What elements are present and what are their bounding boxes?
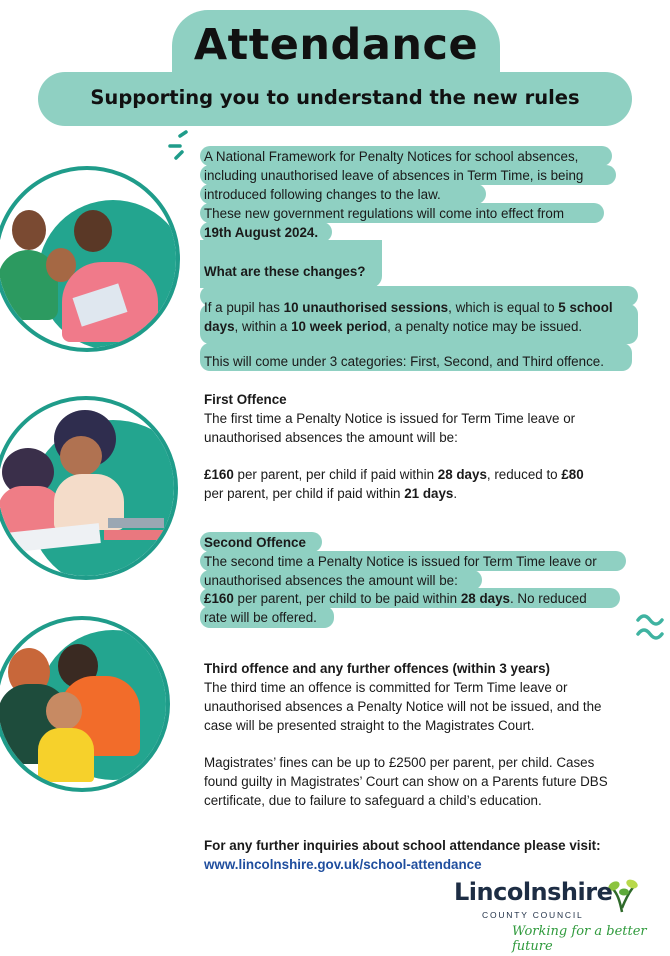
third-offence-line: case will be presented straight to the Magistrates Court. (204, 718, 535, 733)
second-offence-line: unauthorised absences the amount will be: (204, 573, 458, 588)
second-offence-heading: Second Offence (204, 535, 306, 550)
logo-wordmark: Lincolnshire (454, 878, 613, 906)
second-offence-amount: £160 per parent, per child to be paid within 28 days. No reduced (204, 591, 587, 606)
children-studying-illustration (0, 396, 178, 580)
fines-line: certificate, due to failure to safeguard a child’s education. (204, 793, 542, 808)
categories-line: This will come under 3 categories: First, Second, and Third offence. (204, 354, 604, 369)
intro-line: including unauthorised leave of absences in Term Time, is being (204, 168, 584, 183)
intro-line: These new government regulations will come into effect from (204, 206, 564, 221)
page-subtitle: Supporting you to understand the new rules (90, 86, 580, 109)
rule-line: days, within a 10 week period, a penalty notice may be issued. (204, 319, 583, 334)
changes-heading: What are these changes? (204, 264, 366, 279)
second-offence-line: The second time a Penalty Notice is issued for Term Time leave or (204, 554, 597, 569)
family-reading-illustration (0, 166, 180, 352)
intro-line: A National Framework for Penalty Notices for school absences, (204, 149, 579, 164)
fines-line: found guilty in Magistrates’ Court can show on a Parents future DBS (204, 774, 608, 789)
third-offence-line: unauthorised absences a Penalty Notice will not be issued, and the (204, 699, 602, 714)
fines-line: Magistrates’ fines can be up to £2500 per parent, per child. Cases (204, 755, 595, 770)
first-offence-amount: per parent, per child if paid within 21 days. (204, 486, 458, 501)
inquiry-text: For any further inquiries about school attendance please visit: (204, 838, 601, 853)
lincolnshire-logo-emblem-icon (608, 878, 638, 914)
family-hug-illustration (0, 616, 170, 792)
effective-date: 19th August 2024. (204, 225, 319, 240)
first-offence-amount: £160 per parent, per child if paid within 28 days, reduced to £80 (204, 467, 584, 482)
first-offence-heading: First Offence (204, 392, 287, 407)
third-offence-line: The third time an offence is committed for Term Time leave or (204, 680, 568, 695)
second-offence-line: rate will be offered. (204, 610, 317, 625)
third-offence-heading: Third offence and any further offences (within 3 years) (204, 661, 550, 676)
rule-line: If a pupil has 10 unauthorised sessions, which is equal to 5 school (204, 300, 613, 315)
wave-decoration-icon (636, 606, 668, 646)
intro-line: introduced following changes to the law. (204, 187, 441, 202)
logo-council-text: COUNTY COUNCIL (482, 910, 584, 920)
page-title: Attendance (193, 20, 479, 70)
first-offence-line: unauthorised absences the amount will be: (204, 430, 458, 445)
logo-tagline: Working for a better future (512, 924, 647, 954)
school-attendance-link[interactable]: www.lincolnshire.gov.uk/school-attendance (204, 857, 482, 872)
first-offence-line: The first time a Penalty Notice is issued for Term Time leave or (204, 411, 576, 426)
sparkle-decoration-icon (166, 130, 196, 164)
